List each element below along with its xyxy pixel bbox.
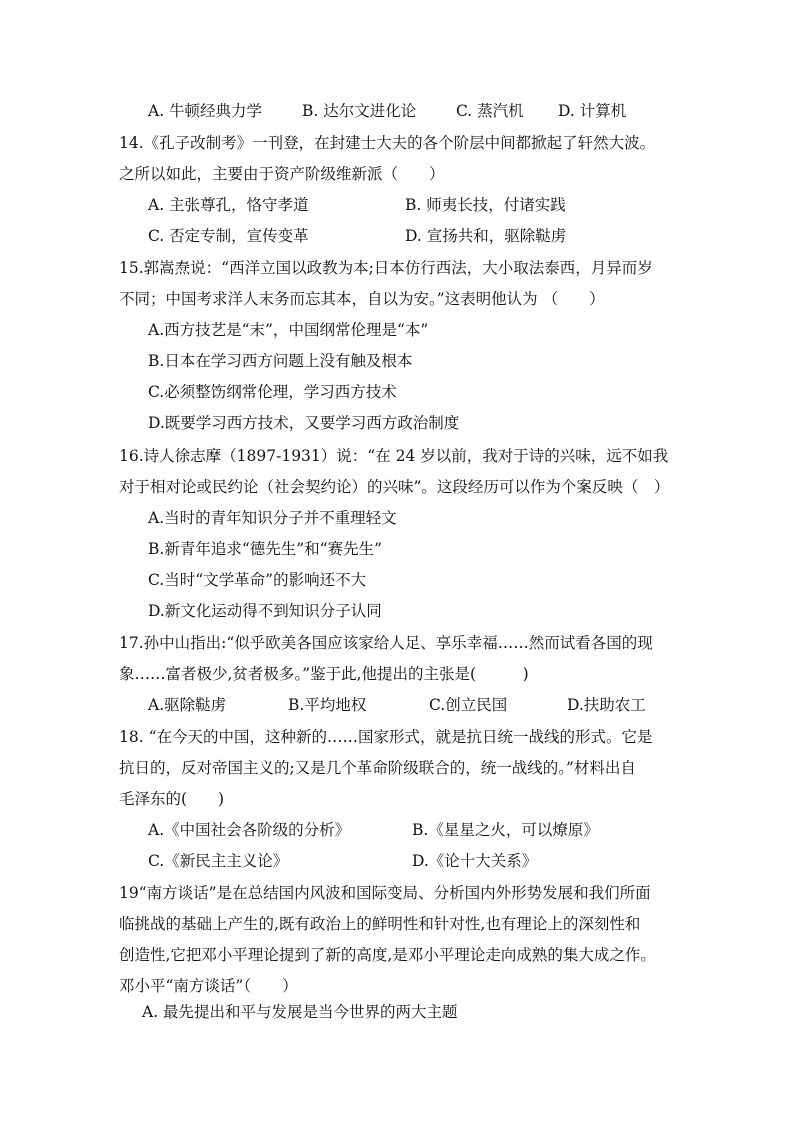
q15-option-c: C.必须整饬纲常伦理，学习西方技术	[148, 383, 397, 401]
q18-option-c: C.《新民主主义论》	[148, 852, 289, 870]
q13-option-b: B. 达尔文进化论	[302, 102, 417, 120]
q14-option-d: D. 宣扬共和，驱除鞑虏	[405, 227, 567, 245]
q17-stem-line-1: 17.孙中山指出:“似乎欧美各国应该家给人足、享乐幸福……然而试看各国的现	[119, 634, 653, 652]
q18-stem-line-3: 毛泽东的( )	[119, 790, 225, 808]
q19-stem-line-2: 临挑战的基础上产生的,既有政治上的鲜明性和针对性,也有理论上的深刻性和	[119, 915, 641, 933]
q15-stem-line-1: 15.郭嵩焘说：“西洋立国以政教为本;日本仿行西法，大小取法泰西，月异而岁	[119, 259, 653, 277]
q14-option-b: B. 师夷长技，付诸实践	[405, 196, 566, 214]
q19-option-a: A. 最先提出和平与发展是当今世界的两大主题	[142, 1003, 458, 1021]
q15-stem-line-2: 不同；中国考求洋人末务而忘其本，自以为安。”这表明他认为 （ ）	[119, 290, 605, 308]
q15-option-a: A.西方技艺是“末”，中国纲常伦理是“本”	[148, 321, 429, 339]
q14-option-a: A. 主张尊孔，恪守孝道	[148, 196, 309, 214]
q18-option-d: D.《论十大关系》	[412, 852, 538, 870]
q19-stem-line-4: 邓小平“南方谈话”（ ）	[119, 977, 298, 995]
q17-option-c: C.创立民国	[429, 696, 508, 714]
q17-option-b: B.平均地权	[288, 696, 367, 714]
q13-option-d: D. 计算机	[558, 102, 627, 120]
q15-option-b: B.日本在学习西方问题上没有触及根本	[148, 352, 413, 370]
q17-option-a: A.驱除鞑虏	[148, 696, 227, 714]
q14-stem-line-1: 14.《孔子改制考》一刊登，在封建士大夫的各个阶层中间都掀起了轩然大波。	[119, 134, 656, 152]
q19-stem-line-3: 创造性,它把邓小平理论提到了新的高度,是邓小平理论走向成熟的集大成之作。	[119, 946, 656, 964]
q18-option-a: A.《中国社会各阶级的分析》	[148, 821, 351, 839]
q16-option-a: A.当时的青年知识分子并不重理轻文	[148, 509, 397, 527]
q13-option-c: C. 蒸汽机	[456, 102, 524, 120]
q14-stem-line-2: 之所以如此，主要由于资产阶级维新派（ ）	[119, 165, 445, 183]
q16-option-d: D.新文化运动得不到知识分子认同	[148, 602, 382, 620]
q18-stem-line-2: 抗日的，反对帝国主义的;又是几个革命阶级联合的，统一战线的。”材料出自	[119, 759, 636, 777]
q14-option-c: C. 否定专制，宣传变革	[148, 227, 309, 245]
q16-stem-line-1: 16.诗人徐志摩（1897-1931）说：“在 24 岁以前，我对于诗的兴味，远不如我	[119, 447, 669, 465]
q16-option-b: B.新青年追求“德先生”和“赛先生”	[148, 540, 383, 558]
q16-option-c: C.当时“文学革命”的影响还不大	[148, 571, 367, 589]
q18-stem-line-1: 18. “在今天的中国，这种新的……国家形式，就是抗日统一战线的形式。它是	[119, 728, 653, 746]
q17-option-d: D.扶助农工	[567, 696, 646, 714]
q19-stem-line-1: 19“南方谈话”是在总结国内风波和国际变局、分析国内外形势发展和我们所面	[119, 884, 651, 902]
q16-stem-line-2: 对于相对论或民约论（社会契约论）的兴味”。这段经历可以作为个案反映（ ）	[119, 478, 670, 496]
q17-stem-line-2: 象……富者极少,贫者极多。”鉴于此,他提出的主张是( )	[119, 665, 529, 683]
q18-option-b: B.《星星之火，可以燎原》	[412, 821, 599, 839]
q15-option-d: D.既要学习西方技术，又要学习西方政治制度	[148, 414, 460, 432]
q13-option-a: A. 牛顿经典力学	[148, 102, 263, 120]
